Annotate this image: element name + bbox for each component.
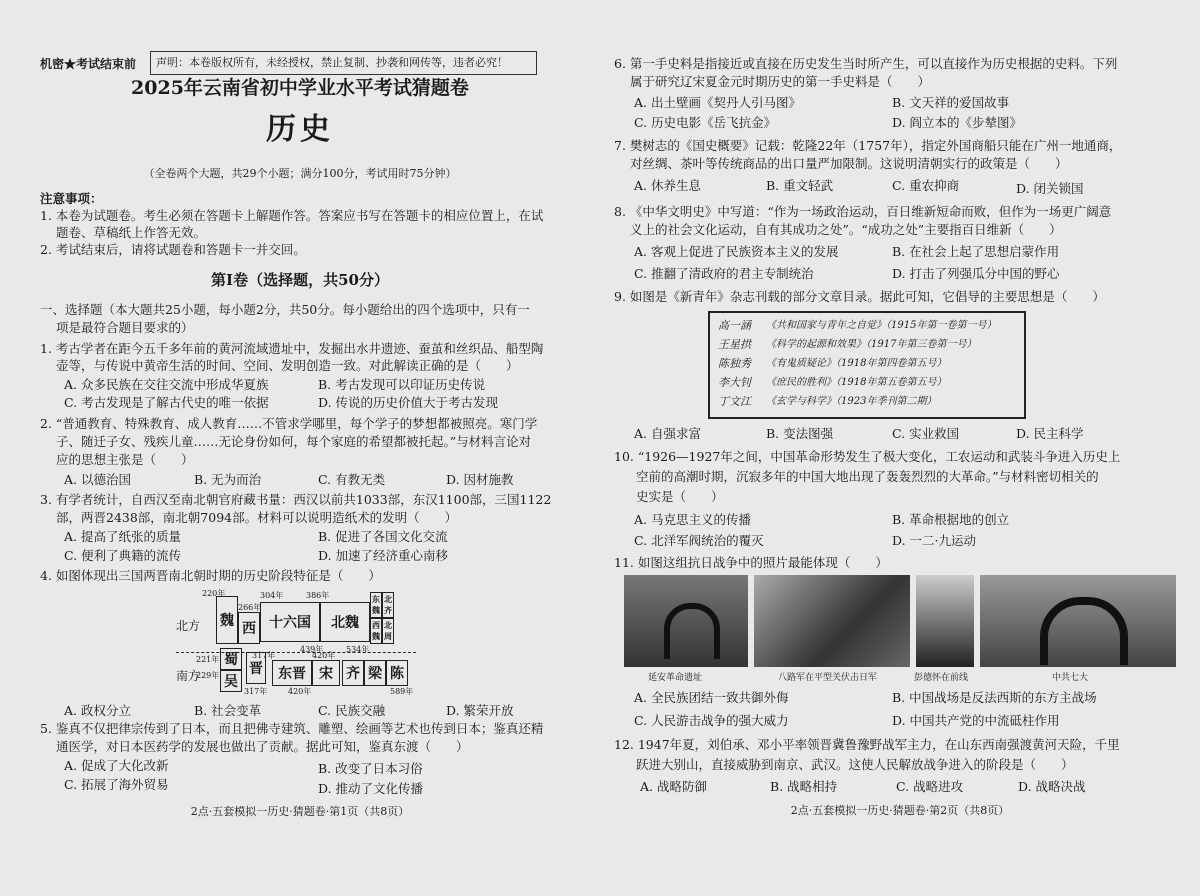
- q10-option-a[interactable]: A. 马克思主义的传播: [634, 512, 751, 527]
- right-page: [600, 0, 1200, 896]
- toc-author: 李大钊: [718, 376, 751, 389]
- q8-option-b[interactable]: B. 在社会上起了思想启蒙作用: [892, 244, 1060, 259]
- page-footer-right: 2点·五套模拟一历史·猜题卷·第2页（共8页）: [790, 804, 1010, 817]
- photo-yanan: [624, 575, 748, 667]
- q12-option-c[interactable]: C. 战略进攻: [896, 779, 964, 794]
- secret-label: 机密★考试结束前: [40, 57, 137, 71]
- q6-option-b[interactable]: B. 文天祥的爱国故事: [892, 95, 1010, 110]
- q12-line-a: 12. 1947年夏，刘伯承、邓小平率领晋冀鲁豫野战军主力，在山东西南强渡黄河天险，千里: [614, 737, 1120, 752]
- toc-title: 《玄学与科学》（1923年季刊第二期）: [766, 396, 937, 407]
- cell-wu: 吴: [220, 670, 242, 692]
- toc-author: 王星拱: [718, 338, 751, 351]
- q9-stem: 9. 如图是《新青年》杂志刊载的部分文章目录。据此可知，它倡导的主要思想是（ ）: [614, 289, 1105, 304]
- note-1a: 1. 本卷为试题卷。考生必须在答题卡上解题作答。答案应书写在答题卡的相应位置上，在试: [40, 208, 544, 223]
- q1-line-b: 壶等，与传说中黄帝生活的时间、空间、发明创造一致。对此解读正确的是（ ）: [56, 358, 519, 373]
- cell-liang: 梁: [364, 660, 386, 686]
- year-534: 534年: [346, 645, 370, 654]
- q2-line-c: 应的思想主张是（ ）: [56, 452, 194, 467]
- q4-option-d[interactable]: D. 繁荣开放: [446, 703, 514, 718]
- q1-line-a: 1. 考古学者在距今五千多年前的黄河流域遗址中，发掘出水井遗迹、蚕茧和丝织品、船型陶: [40, 341, 544, 356]
- subject-title: 历史: [266, 112, 334, 147]
- q8-line-a: 8. 《中华文明史》中写道：“作为一场政治运动，百日维新短命而败，但作为一场更广阔意: [614, 204, 1112, 219]
- q7-option-a[interactable]: A. 休养生息: [634, 178, 701, 193]
- cell-chen: 陈: [386, 660, 408, 686]
- q10-line-a: 10. “1926—1927年之间，中国革命形势发生了极大变化，工农运动和武装斗争进入历史上: [614, 449, 1121, 464]
- toc-author: 丁文江: [718, 395, 751, 408]
- cell-dongwei: 东魏: [370, 592, 382, 618]
- q3-option-a[interactable]: A. 提高了纸张的质量: [64, 529, 181, 544]
- year-317a: 317年: [252, 651, 276, 660]
- q2-option-d[interactable]: D. 因材施教: [446, 472, 514, 487]
- q8-line-b: 义上的社会文化运动，自有其成功之处”。“成功之处”主要指百日维新（ ）: [630, 222, 1062, 237]
- note-2: 2. 考试结束后，请将试题卷和答题卡一并交回。: [40, 242, 306, 257]
- note-1b: 题卷、草稿纸上作答无效。: [56, 225, 207, 240]
- q11-option-d[interactable]: D. 中国共产党的中流砥柱作用: [892, 713, 1060, 728]
- caption-pingxingguan: 八路军在平型关伏击日军: [778, 673, 878, 683]
- q9-option-a[interactable]: A. 自强求富: [634, 426, 701, 441]
- cell-beiwei: 北魏: [320, 602, 370, 642]
- q8-option-d[interactable]: D. 打击了列强瓜分中国的野心: [892, 266, 1060, 281]
- q7-option-b[interactable]: B. 重文轻武: [766, 178, 834, 193]
- toc-title: 《庶民的胜利》（1918年第五卷第五号）: [766, 377, 947, 388]
- q6-option-a[interactable]: A. 出土壁画《契丹人引马图》: [634, 95, 801, 110]
- cell-qi: 齐: [342, 660, 364, 686]
- caption-seventh-congress: 中共七大: [1052, 673, 1089, 683]
- q7-line-a: 7. 樊树志的《国史概要》记载：乾隆22年（1757年），指定外国商船只能在广州一地通商，: [614, 138, 1122, 153]
- q5-option-a[interactable]: A. 促成了大化改新: [64, 758, 169, 773]
- cell-beiqi: 北齐: [382, 592, 394, 618]
- q7-option-c[interactable]: C. 重农抑商: [892, 178, 960, 193]
- exam-info: （全卷两个大题，共29个小题；满分100分，考试用时75分钟）: [143, 167, 457, 180]
- q10-option-d[interactable]: D. 一二·九运动: [892, 533, 976, 548]
- page-footer-left: 2点·五套模拟一历史·猜题卷·第1页（共8页）: [190, 805, 410, 818]
- section-1a: 一、选择题（本大题共25小题，每小题2分，共50分。每小题给出的四个选项中，只有一: [40, 302, 530, 317]
- q4-stem: 4. 如图体现出三国两晋南北朝时期的历史阶段特征是（ ）: [40, 568, 381, 583]
- q11-option-b[interactable]: B. 中国战场是反法西斯的东方主战场: [892, 690, 1097, 705]
- q3-line-b: 部，两晋2438部，南北朝7094部。材料可以说明造纸术的发明（ ）: [56, 510, 458, 525]
- q10-option-c[interactable]: C. 北洋军阀统治的覆灭: [634, 533, 764, 548]
- exam-title: 2025年云南省初中学业水平考试猜题卷: [131, 77, 469, 99]
- q3-option-b[interactable]: B. 促进了各国文化交流: [318, 529, 448, 544]
- q12-option-a[interactable]: A. 战略防御: [640, 779, 707, 794]
- q2-option-c[interactable]: C. 有教无类: [318, 472, 386, 487]
- q3-line-a: 3. 有学者统计，自西汉至南北朝官府藏书量：西汉以前共1033部，东汉1100部，三国1122: [40, 492, 552, 507]
- cell-xiwei: 西魏: [370, 618, 382, 644]
- q6-line-b: 属于研究辽宋夏金元时期历史的第一手史料是（ ）: [630, 74, 931, 89]
- q9-option-d[interactable]: D. 民主科学: [1016, 426, 1084, 441]
- q2-line-a: 2. “普通教育、特殊教育、成人教育……不管求学哪里，每个学子的梦想都被照亮。寒门学: [40, 416, 538, 431]
- q2-option-b[interactable]: B. 无为而治: [194, 472, 262, 487]
- q10-option-b[interactable]: B. 革命根据地的创立: [892, 512, 1010, 527]
- q11-option-a[interactable]: A. 全民族团结一致共御外侮: [634, 690, 789, 705]
- q6-line-a: 6. 第一手史料是指接近或直接在历史发生当时所产生，可以直接作为历史根据的史料。下列: [614, 56, 1118, 71]
- year-304: 304年: [260, 591, 284, 600]
- q3-option-d[interactable]: D. 加速了经济重心南移: [318, 548, 449, 563]
- cell-shu: 蜀: [220, 648, 242, 670]
- q1-option-a[interactable]: A. 众多民族在交往交流中形成华夏族: [64, 377, 269, 392]
- q8-option-c[interactable]: C. 推翻了清政府的君主专制统治: [634, 266, 814, 281]
- photo-peng-dehuai: [916, 575, 974, 667]
- q6-option-c[interactable]: C. 历史电影《岳飞抗金》: [634, 115, 777, 130]
- q8-option-a[interactable]: A. 客观上促进了民族资本主义的发展: [634, 244, 839, 259]
- year-317b: 317年: [244, 687, 268, 696]
- q9-option-c[interactable]: C. 实业救国: [892, 426, 960, 441]
- q12-line-b: 跃进大别山，直接威胁到南京、武汉。这使人民解放战争进入的阶段是（ ）: [636, 757, 1074, 772]
- q6-option-d[interactable]: D. 阎立本的《步辇图》: [892, 115, 1023, 130]
- q10-line-c: 史实是（ ）: [636, 489, 724, 504]
- year-220a: 220年: [202, 589, 226, 598]
- q7-option-d[interactable]: D. 闭关锁国: [1016, 181, 1084, 196]
- caption-peng-dehuai: 彭德怀在前线: [914, 673, 969, 683]
- year-229: 229年: [196, 671, 220, 680]
- q5-option-c[interactable]: C. 拓展了海外贸易: [64, 777, 169, 792]
- toc-title: 《有鬼质疑论》（1918年第四卷第五号）: [766, 358, 947, 369]
- year-221: 221年: [196, 655, 220, 664]
- photo-seventh-congress: [980, 575, 1176, 667]
- toc-title: 《科学的起源和效果》（1917年第三卷第一号）: [766, 339, 977, 350]
- q11-option-c[interactable]: C. 人民游击战争的强大威力: [634, 713, 789, 728]
- south-label: 南方: [176, 669, 201, 683]
- q2-line-b: 子、随迁子女、残疾儿童……无论身份如何，每个家庭的希望都被托起。”与材料言论对: [56, 434, 532, 449]
- q7-line-b: 对丝绸、茶叶等传统商品的出口量严加限制。这说明清朝实行的政策是（ ）: [630, 156, 1068, 171]
- photo-pingxingguan: [754, 575, 910, 667]
- q5-line-b: 通医学，对日本医药学的发展也做出了贡献。据此可知，鉴真东渡（ ）: [56, 739, 469, 754]
- cell-sixteen: 十六国: [260, 602, 320, 642]
- q5-option-b[interactable]: B. 改变了日本习俗: [318, 761, 423, 776]
- part-1-heading: 第Ⅰ卷（选择题，共50分）: [211, 271, 389, 289]
- q4-option-a[interactable]: A. 政权分立: [64, 703, 131, 718]
- q5-line-a: 5. 鉴真不仅把律宗传到了日本，而且把佛寺建筑、雕塑、绘画等艺术也传到日本；鉴真还精: [40, 721, 544, 736]
- notes-title: 注意事项：: [40, 191, 103, 206]
- section-1b: 项是最符合题目要求的）: [56, 320, 194, 335]
- caption-yanan: 延安革命遗址: [648, 673, 703, 683]
- q10-line-b: 空前的高潮时期，沉寂多年的中国大地出现了轰轰烈烈的大革命。”与材料密切相关的: [636, 469, 1099, 484]
- year-420b: 420年: [288, 687, 312, 696]
- q5-option-d[interactable]: D. 推动了文化传播: [318, 781, 424, 796]
- toc-title: 《共和国家与青年之自觉》（1915年第一卷第一号）: [766, 320, 997, 331]
- q4-option-c[interactable]: C. 民族交融: [318, 703, 386, 718]
- year-420a: 420年: [312, 651, 336, 660]
- period-diagram: [176, 588, 416, 698]
- q1-option-b[interactable]: B. 考古发现可以印证历史传说: [318, 377, 486, 392]
- q1-option-c[interactable]: C. 考古发现是了解古代史的唯一依据: [64, 395, 269, 410]
- q3-option-c[interactable]: C. 便利了典籍的流传: [64, 548, 182, 563]
- divider-line: [176, 652, 416, 653]
- copyright-notice: 声明：本卷版权所有，未经授权，禁止复制、抄袭和网传等，违者必究！: [156, 56, 508, 69]
- q1-option-d[interactable]: D. 传说的历史价值大于考古发现: [318, 395, 499, 410]
- north-label: 北方: [176, 619, 201, 633]
- year-386: 386年: [306, 591, 330, 600]
- q9-option-b[interactable]: B. 变法图强: [766, 426, 834, 441]
- q12-option-d[interactable]: D. 战略决战: [1018, 779, 1086, 794]
- cell-beizhou: 北周: [382, 618, 394, 644]
- toc-author: 陈独秀: [718, 357, 751, 370]
- cell-jin: 晋: [246, 652, 266, 684]
- cell-dongjin: 东晋: [272, 660, 312, 686]
- year-266: 266年: [238, 603, 262, 612]
- q4-option-b[interactable]: B. 社会变革: [194, 703, 262, 718]
- q12-option-b[interactable]: B. 战略相持: [770, 779, 838, 794]
- year-589: 589年: [390, 687, 414, 696]
- cell-song: 宋: [312, 660, 340, 686]
- q2-option-a[interactable]: A. 以德治国: [64, 472, 131, 487]
- q11-stem: 11. 如图这组抗日战争中的照片最能体现（ ）: [614, 555, 888, 570]
- cell-xi: 西: [238, 612, 260, 644]
- cell-wei: 魏: [216, 596, 238, 644]
- toc-author: 高一涵: [718, 319, 751, 332]
- year-439: 439年: [300, 645, 324, 654]
